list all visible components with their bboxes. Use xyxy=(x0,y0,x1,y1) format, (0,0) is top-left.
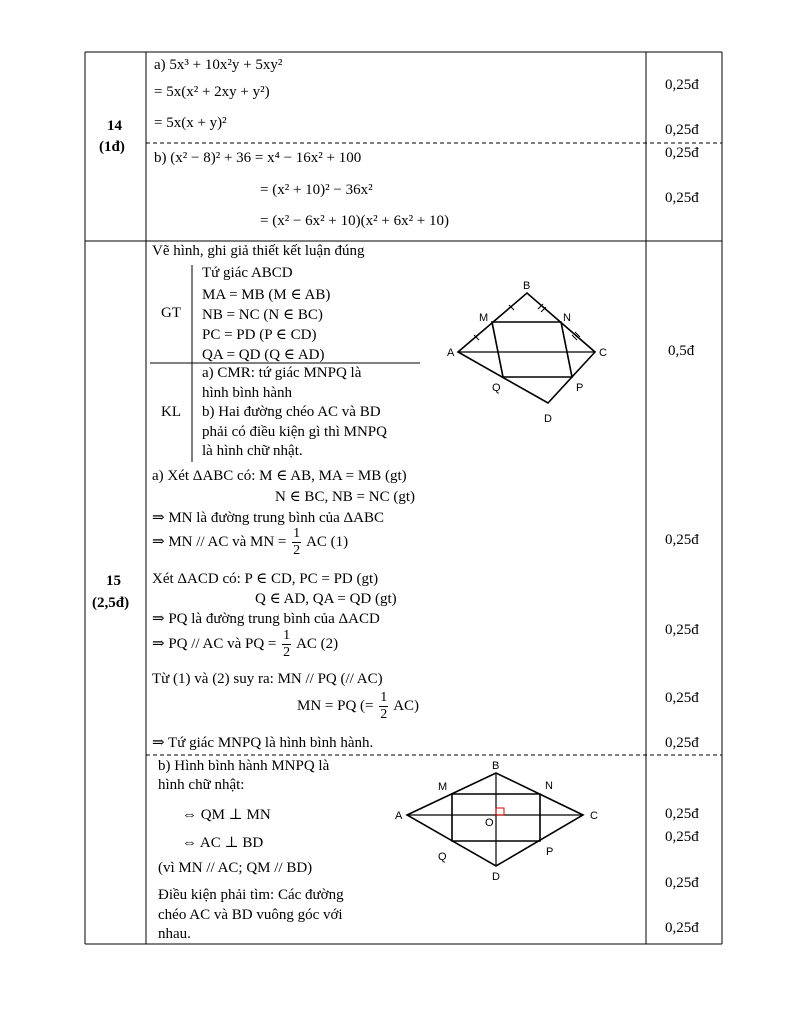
fig1-label-b: B xyxy=(523,280,531,292)
proof-line-9: Từ (1) và (2) suy ra: MN // PQ (// AC) xyxy=(152,671,383,687)
gt-line: PC = PD (P ∈ CD) xyxy=(202,327,317,343)
proof-line-1: a) Xét ΔABC có: M ∈ AB, MA = MB (gt) xyxy=(152,468,407,484)
partb-line: b) Hình bình hành MNPQ là xyxy=(158,758,330,774)
fig1-label-a: A xyxy=(447,347,455,359)
proof-line-3: ⇒ MN là đường trung bình của ΔABC xyxy=(152,510,385,526)
gt-line: QA = QD (Q ∈ AD) xyxy=(202,347,325,363)
fig1-label-q: Q xyxy=(492,382,501,394)
q14-a-line3: = 5x(x + y)² xyxy=(154,115,227,131)
q15-score: 0,25đ xyxy=(665,690,699,706)
fig2-label-p: P xyxy=(546,846,554,858)
fig1-label-p: P xyxy=(576,382,584,394)
fig2-label-n: N xyxy=(545,780,553,792)
partb-line: nhau. xyxy=(158,926,191,942)
q14-score-2: 0,25đ xyxy=(665,122,699,138)
q15-points: (2,5đ) xyxy=(92,595,130,611)
q15-score: 0,25đ xyxy=(665,806,699,822)
q15-score: 0,25đ xyxy=(665,920,699,936)
partb-line: Điều kiện phải tìm: Các đường xyxy=(158,887,344,903)
proof-line-8: ⇒ PQ // AC và PQ = $\frac{1}{2}$ AC (2) xyxy=(152,628,339,660)
kl-line: là hình chữ nhật. xyxy=(202,443,303,459)
q14-score-1: 0,25đ xyxy=(665,77,699,93)
proof-line-7: ⇒ PQ là đường trung bình của ΔACD xyxy=(152,611,380,627)
q14-a-line2: = 5x(x² + 2xy + y²) xyxy=(154,84,270,100)
q15-intro: Vẽ hình, ghi giả thiết kết luận đúng xyxy=(152,243,365,259)
partb-line: chéo AC và BD vuông góc với xyxy=(158,907,343,923)
q14-b-line3: = (x² − 6x² + 10)(x² + 6x² + 10) xyxy=(260,213,450,229)
fig2-label-c: C xyxy=(590,810,598,822)
proof-line-11: ⇒ Tứ giác MNPQ là hình bình hành. xyxy=(152,735,374,751)
fig1-label-m: M xyxy=(479,312,489,324)
kl-line: hình bình hành xyxy=(202,385,292,401)
fig2-label-o: O xyxy=(485,817,494,829)
partb-line: (vì MN // AC; QM // BD) xyxy=(158,860,313,876)
q15-score: 0,5đ xyxy=(668,343,695,359)
fraction-half: $\frac{1}{2}$ xyxy=(380,690,388,722)
q14-b-line1: b) (x² − 8)² + 36 = x⁴ − 16x² + 100 xyxy=(154,150,362,166)
q15-score: 0,25đ xyxy=(665,735,699,751)
fig2-label-m: M xyxy=(438,781,448,793)
fraction-half: $\frac{1}{2}$ xyxy=(293,526,301,558)
partb-line: ⇔ AC ⊥ BD xyxy=(182,835,264,851)
q15-score: 0,25đ xyxy=(665,622,699,638)
kl-line: b) Hai đường chéo AC và BD xyxy=(202,404,381,420)
kl-line: a) CMR: tứ giác MNPQ là xyxy=(202,365,362,381)
gt-line: MA = MB (M ∈ AB) xyxy=(202,287,331,303)
fig1-label-n: N xyxy=(563,312,571,324)
kl-label: KL xyxy=(161,404,181,420)
q15-score: 0,25đ xyxy=(665,875,699,891)
fig2-label-q: Q xyxy=(438,851,447,863)
fraction-half: $\frac{1}{2}$ xyxy=(283,628,291,660)
partb-line: ⇔ QM ⊥ MN xyxy=(182,807,271,823)
proof-line-10: MN = PQ (= $\frac{1}{2}$ AC) xyxy=(297,690,420,722)
fig2-label-b: B xyxy=(492,760,500,772)
kl-line: phải có điều kiện gì thì MNPQ xyxy=(202,424,387,440)
gt-label: GT xyxy=(161,305,181,321)
q15-score: 0,25đ xyxy=(665,532,699,548)
q14-number: 14 xyxy=(107,118,122,134)
fig2-label-a: A xyxy=(395,810,403,822)
proof-line-6: Q ∈ AD, QA = QD (gt) xyxy=(255,591,397,607)
fig1-label-d: D xyxy=(544,413,552,425)
q15-score: 0,25đ xyxy=(665,829,699,845)
q14-b-line2: = (x² + 10)² − 36x² xyxy=(260,182,373,198)
fig1-label-c: C xyxy=(599,347,607,359)
q14-a-line1: a) 5x³ + 10x²y + 5xy² xyxy=(154,57,283,73)
q14-score-3: 0,25đ xyxy=(665,145,699,161)
q15-number: 15 xyxy=(106,573,121,589)
proof-line-4: ⇒ MN // AC và MN = $\frac{1}{2}$ AC (1) xyxy=(152,526,349,558)
q14-points: (1đ) xyxy=(99,139,125,155)
partb-line: hình chữ nhật: xyxy=(158,777,245,793)
proof-line-2: N ∈ BC, NB = NC (gt) xyxy=(275,489,415,505)
gt-line: NB = NC (N ∈ BC) xyxy=(202,307,323,323)
fig2-label-d: D xyxy=(492,871,500,883)
q14-score-4: 0,25đ xyxy=(665,190,699,206)
proof-line-5: Xét ΔACD có: P ∈ CD, PC = PD (gt) xyxy=(152,571,379,587)
gt-line: Tứ giác ABCD xyxy=(202,265,293,281)
